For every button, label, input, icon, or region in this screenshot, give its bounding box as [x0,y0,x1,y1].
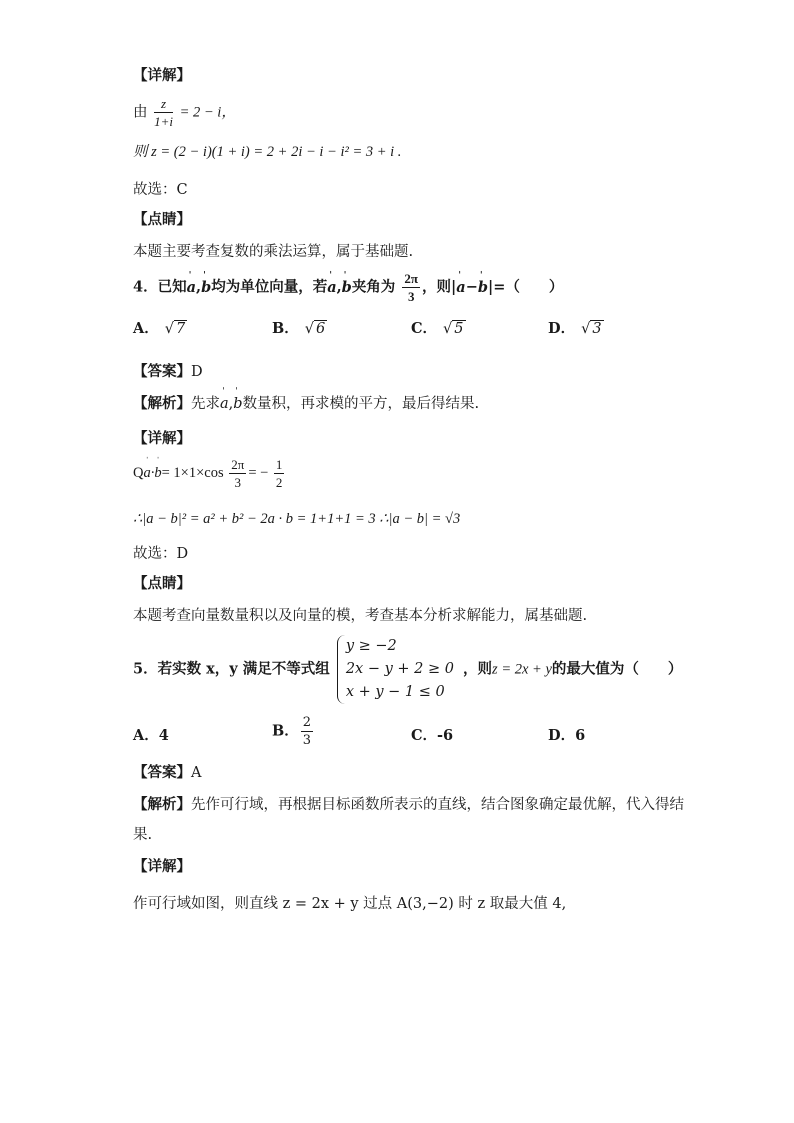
heading-detail: 【详解】 [133,858,191,875]
q4-option-b: B． √ 6 [272,320,326,337]
q5-option-a: A．4 [133,727,169,744]
q4-comment: 本题考查向量数量积以及向量的模，考查基本分析求解能力，属基础题. [133,608,588,624]
angle-fraction: $\frac{2\pi}{3}$ [404,271,418,304]
inequality-system: y ≥ −2 2x − y + 2 ≥ 0 x + y − 1 ≤ 0 [337,635,458,704]
q5-answer: 【答案】A [133,764,202,781]
q3-equation-1: 由 $\frac{z}{1+i}$ = 2 − i， [133,96,236,129]
q3-comment: 本题主要考查复数的乘法运算，属于基础题. [133,244,414,260]
q4-answer: 【答案】D [133,363,203,380]
q5-option-d: D．6 [548,727,586,744]
q4-option-a: A． √ 7 [133,320,186,337]
q5-analysis-line-2: 果. [133,827,153,843]
q5-analysis-line-1: 【解析】先作可行域，再根据目标函数所表示的直线，结合图象确定最优解，代入得结 [133,796,684,813]
heading-detail: 【详解】 [133,67,191,84]
q4-choice: 故选：D [133,546,189,562]
q5-option-b: B． $\frac{2}{3}$ [272,715,312,748]
heading-detail: 【详解】 [133,430,191,447]
q4-stem: 4．已知ˈ a,ˈ b均为单位向量，若ˈ a,ˈ b夹角为 $\frac{2\pi}{3}$ ，则|ˈ a−ˈ b|=（ ） [133,272,563,303]
q4-step-2: ∴|a − b|² = a² + b² − 2a · b = 1+1+1 = 3 ∴|a − b| = √3 [133,511,461,527]
q4-step-1: Qˈ a·ˈ b= 1×1×cos $\frac{2\pi}{3}$ = − $\frac{1}{2}$ [133,458,286,489]
q4-analysis: 【解析】先求ˈ a,ˈ b数量积，再求模的平方，最后得结果. [133,397,479,412]
q5-option-c: C．-6 [411,727,454,744]
q4-option-c: C． √ 5 [411,320,464,337]
q5-stem: 5．若实数 x，y 满足不等式组 y ≥ −2 2x − y + 2 ≥ 0 x + y − 1 ≤ 0 ，则z = 2x + y的最大值为（ ） [133,635,682,704]
fraction: $\frac{z}{1+i}$ [154,96,173,129]
q3-equation-2: 则 z = (2 − i)(1 + i) = 2 + 2i − i − i² = 3 + i . [133,144,402,160]
heading-comment: 【点睛】 [133,575,191,592]
q3-choice: 故选：C [133,182,188,198]
q5-detail: 作可行域如图，则直线 z = 2x + y 过点 A(3,−2) 时 z 取最大值 4, [133,896,567,912]
q4-option-d: D． √ 3 [548,320,602,337]
heading-comment: 【点睛】 [133,211,191,228]
